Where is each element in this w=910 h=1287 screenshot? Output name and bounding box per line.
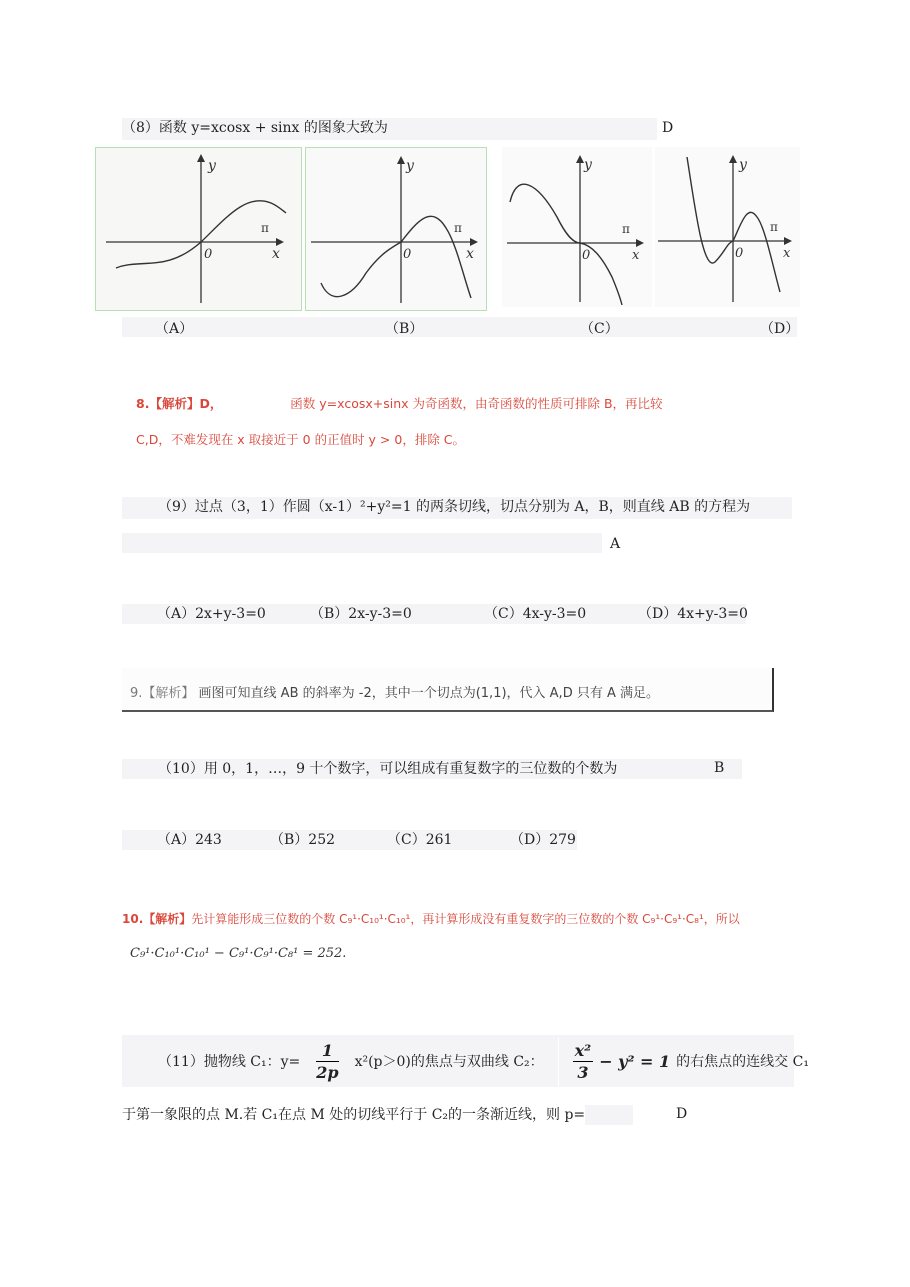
q11-line2-text: 于第一象限的点 M.若 C₁在点 M 处的切线平行于 C₂的一条渐近线，则 p= bbox=[122, 1107, 586, 1123]
q8-graph-c bbox=[502, 147, 652, 307]
q11-part2: x²(p＞0)的焦点与双曲线 C₂： bbox=[354, 1054, 544, 1070]
q11-frac2 bbox=[573, 1041, 594, 1084]
q8-stem-row bbox=[122, 118, 657, 140]
q10-option-c: （C）261 bbox=[387, 832, 453, 848]
q9-stem: （9）过点（3，1）作圆（x-1）²+y²=1 的两条切线，切点分别为 A，B，则直线 AB 的方程为 bbox=[158, 499, 751, 515]
sol9-line bbox=[130, 682, 659, 701]
q8-graph-b-o: 0 bbox=[403, 247, 412, 262]
sol10-line1 bbox=[122, 910, 740, 927]
sol8-tag: 8.【解析】D， bbox=[136, 396, 223, 411]
q9-answer: A bbox=[610, 536, 621, 552]
q8-options-row bbox=[122, 317, 800, 337]
q8-graph-a-pi: π bbox=[261, 221, 269, 235]
q8-option-c: （C） bbox=[580, 321, 619, 337]
q9-option-c: （C）4x-y-3=0 bbox=[484, 606, 587, 622]
q11-answer: D bbox=[676, 1106, 688, 1122]
q10-stem: （10）用 0，1，…，9 十个数字，可以组成有重复数字的三位数的个数为 bbox=[158, 761, 618, 777]
q10-option-a: （A）243 bbox=[157, 832, 222, 848]
sol8-line2: C,D，不难发现在 x 取接近于 0 的正值时 y > 0，排除 C。 bbox=[136, 432, 466, 447]
sol9-tag: 9.【解析】 bbox=[130, 686, 195, 701]
sol8-line1 bbox=[136, 394, 663, 412]
q8-graph-b-y: y bbox=[406, 158, 414, 174]
q11-frac1 bbox=[316, 1041, 338, 1084]
q9-option-b: （B）2x-y-3=0 bbox=[310, 606, 412, 622]
q10-option-d: （D）279 bbox=[510, 832, 576, 848]
q11-frac2-num: x² bbox=[574, 1040, 592, 1060]
q8-graph-a-o: 0 bbox=[204, 247, 213, 262]
q8-graph-a bbox=[95, 147, 302, 311]
q8-graph-c-y: y bbox=[584, 157, 592, 173]
q10-stem-row bbox=[122, 759, 742, 779]
q11-frac1-den: 2p bbox=[316, 1062, 339, 1082]
sol10-line2: C₉¹·C₁₀¹·C₁₀¹ − C₉¹·C₉¹·C₈¹ = 252. bbox=[130, 946, 347, 961]
q11-frac1-num: 1 bbox=[316, 1041, 338, 1062]
q9-stem-row bbox=[122, 497, 792, 519]
q10-answer: B bbox=[714, 760, 725, 776]
q8-stem: （8）函数 y=xcosx + sinx 的图象大致为 bbox=[122, 120, 388, 136]
q8-graph-c-pi: π bbox=[622, 222, 630, 236]
q8-graph-a-y: y bbox=[208, 158, 216, 174]
sol9-text: 画图可知直线 AB 的斜率为 -2，其中一个切点为(1,1)，代入 A,D 只有 A 满足。 bbox=[198, 686, 659, 701]
q8-graph-d-y: y bbox=[739, 157, 747, 173]
q9-answer-row bbox=[122, 533, 602, 553]
q11-line1 bbox=[158, 1037, 809, 1087]
q8-graph-a-x: x bbox=[272, 246, 280, 262]
q8-graph-c-x: x bbox=[632, 248, 640, 263]
q9-option-a: （A）2x+y-3=0 bbox=[157, 606, 266, 622]
q11-part4: 的右焦点的连线交 C₁ bbox=[676, 1054, 809, 1070]
q11-frac2-den: 3 bbox=[577, 1062, 589, 1082]
sol10-tag: 10.【解析】 bbox=[122, 912, 192, 926]
sol10-text1: 先计算能形成三位数的个数 C₉¹·C₁₀¹·C₁₀¹，再计算形成没有重复数字的三位数的个数 C₉¹·C₉¹·C₈¹，所以 bbox=[191, 912, 740, 926]
q11-part3: − y² = 1 bbox=[599, 1052, 671, 1071]
q10-option-b: （B）252 bbox=[270, 832, 336, 848]
q8-graph-d-o: 0 bbox=[735, 246, 744, 261]
q8-option-d: （D） bbox=[760, 321, 800, 337]
q8-graph-b-x: x bbox=[466, 246, 474, 262]
q8-option-a: （A） bbox=[155, 321, 194, 337]
q8-graph-b-pi: π bbox=[454, 221, 462, 235]
q8-graph-b bbox=[305, 147, 487, 311]
q8-graph-c-o: 0 bbox=[582, 248, 591, 263]
sol8-text1: 函数 y=xcosx+sinx 为奇函数，由奇函数的性质可排除 B，再比较 bbox=[290, 396, 663, 411]
q11-line2 bbox=[122, 1105, 633, 1125]
q8-answer: D bbox=[662, 120, 674, 136]
q8-graph-d bbox=[655, 147, 800, 307]
q9-option-d: （D）4x+y-3=0 bbox=[638, 606, 748, 622]
q8-graph-d-x: x bbox=[783, 246, 791, 261]
q8-graph-d-pi: π bbox=[770, 220, 778, 234]
q8-option-b: （B） bbox=[385, 321, 424, 337]
q11-part1: （11）抛物线 C₁：y= bbox=[158, 1054, 301, 1070]
